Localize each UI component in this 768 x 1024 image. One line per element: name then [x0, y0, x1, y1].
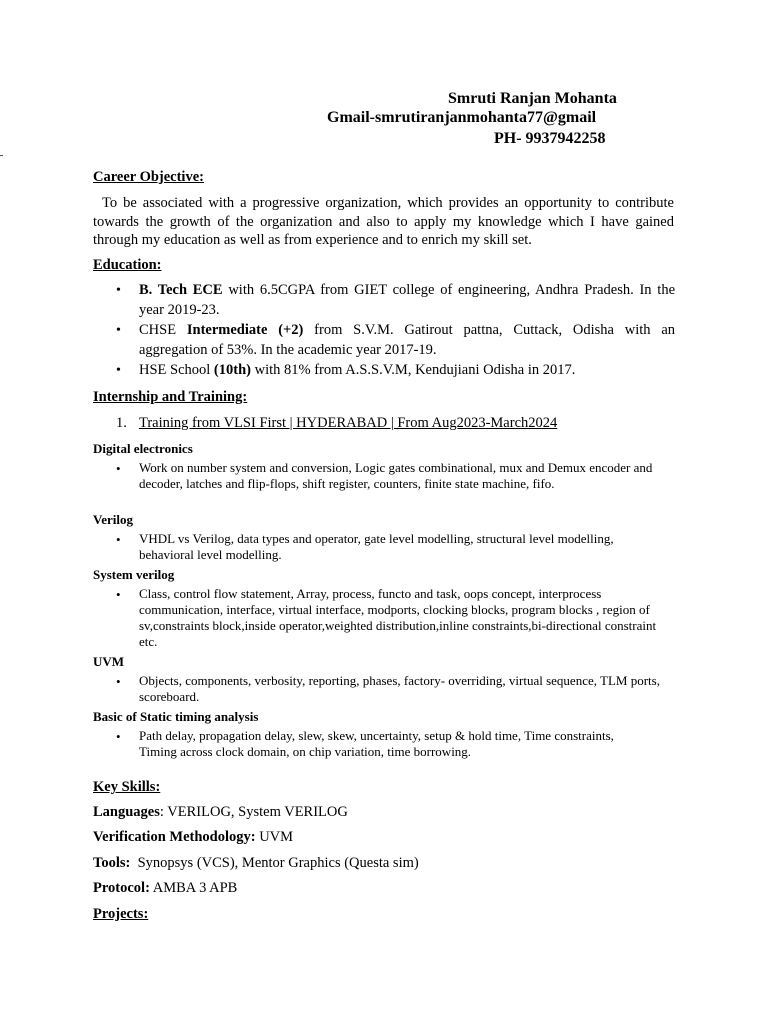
training-number: 1.	[116, 415, 127, 431]
topic-text-digital-electronics: Work on number system and conversion, Logic gates combinational, mux and Demux encoder and decoder, latches and flip-flops, shift register, counters, finite state machine, fifo.	[139, 460, 653, 491]
skill-protocol-value: AMBA 3 APB	[149, 880, 238, 896]
skill-languages-label: Languages	[93, 804, 160, 820]
education-item	[139, 321, 675, 360]
education-detail: with 81% from A.S.S.V.M, Kendujiani Odisha in 2017.	[250, 362, 576, 378]
bullet-icon: •	[116, 283, 121, 298]
skill-tools-value: Synopsys (VCS), Mentor Graphics (Questa sim)	[130, 855, 419, 871]
skill-methodology-value: UVM	[255, 829, 294, 845]
internship-heading: Internship and Training:	[93, 389, 248, 405]
bullet-icon: •	[116, 461, 121, 476]
key-skills-heading: Key Skills:	[93, 779, 161, 795]
topic-heading-uvm: UVM	[93, 654, 125, 669]
candidate-email: Gmail-smrutiranjanmohanta77@gmail	[327, 109, 597, 126]
topic-text-sta: Path delay, propagation delay, slew, skew, uncertainty, setup & hold time, Time constraints, Timing across clock domain, on chip variation, time borrowing.	[139, 728, 614, 759]
candidate-name: Smruti Ranjan Mohanta	[448, 90, 617, 107]
bullet-icon: •	[116, 532, 121, 547]
topic-text-system-verilog: Class, control flow statement, Array, process, functo and task, oops concept, interprocess communication, interface, virtual interface, modports, clocking blocks, program blocks , region of sv,constraints block,inside operator,weighted distribution,inline constraints,bi-directional constraint etc.	[139, 586, 657, 649]
education-degree: (10th)	[213, 362, 251, 378]
topic-text-uvm: Objects, components, verbosity, reporting, phases, factory- overriding, virtual sequence, TLM ports, scoreboard.	[139, 673, 660, 704]
topic-text-verilog: VHDL vs Verilog, data types and operator, gate level modelling, structural level modelling, behavioral level modelling.	[139, 531, 614, 562]
projects-heading: Projects:	[93, 906, 149, 922]
skill-methodology-label: Verification Methodology:	[93, 829, 256, 845]
topic-heading-system-verilog: System verilog	[93, 567, 175, 582]
education-degree: B. Tech ECE	[139, 282, 223, 298]
bullet-icon: •	[116, 729, 121, 744]
skill-methodology	[93, 829, 293, 846]
topic-heading-digital-electronics: Digital electronics	[93, 441, 193, 456]
education-prefix: CHSE	[139, 322, 187, 338]
training-title: Training from VLSI First | HYDERABAD | From Aug2023-March2024	[139, 415, 558, 431]
skill-tools	[93, 855, 419, 872]
skill-protocol	[93, 880, 237, 897]
skill-languages-value: : VERILOG, System VERILOG	[159, 804, 348, 820]
skill-protocol-label: Protocol:	[93, 880, 150, 896]
education-detail: from S.V.M. Gatirout pattna, Cuttack, Odisha with an aggregation of 53%. In the academic year 2017-19.	[139, 322, 676, 358]
skill-tools-label: Tools:	[93, 855, 131, 871]
candidate-phone: PH- 9937942258	[494, 130, 606, 147]
education-item	[139, 281, 675, 320]
education-degree: Intermediate (+2)	[186, 322, 304, 338]
bullet-icon: •	[116, 363, 121, 378]
education-item	[139, 361, 675, 381]
education-heading: Education:	[93, 257, 162, 273]
career-objective-text: To be associated with a progressive organization, which provides an opportunity to contribute towards the growth of the organization and also to apply my knowledge which I have gained through my education as well as from experience and to enrich my skill set.	[93, 195, 674, 248]
bullet-icon: •	[116, 323, 121, 338]
career-objective-heading: Career Objective:	[93, 169, 204, 185]
skill-languages	[93, 804, 348, 821]
margin-mark	[0, 155, 3, 156]
education-prefix: HSE School	[139, 362, 214, 378]
bullet-icon: •	[116, 674, 121, 689]
topic-heading-verilog: Verilog	[93, 512, 133, 527]
education-detail: with 6.5CGPA from GIET college of engineering, Andhra Pradesh. In the year 2019-23.	[139, 282, 676, 318]
bullet-icon: •	[116, 587, 121, 602]
topic-heading-sta: Basic of Static timing analysis	[93, 709, 259, 724]
